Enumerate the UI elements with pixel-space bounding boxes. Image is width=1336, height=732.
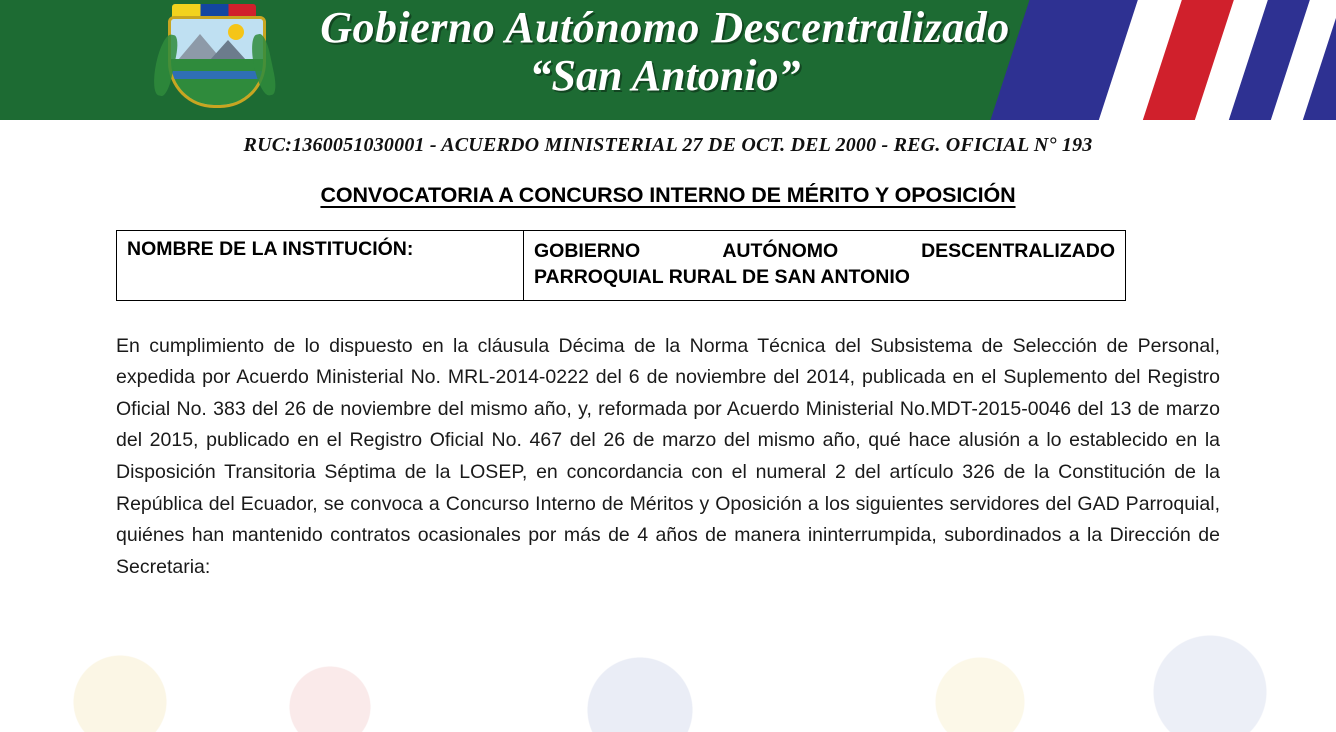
ruc-line: RUC:1360051030001 - ACUERDO MINISTERIAL 27 DE OCT. DEL 2000 - REG. OFICIAL N° 193	[243, 134, 1093, 156]
institution-value-line2: PARROQUIAL RURAL DE SAN ANTONIO	[534, 266, 910, 289]
institution-table	[116, 230, 1126, 301]
field-area	[171, 59, 263, 105]
institution-label: NOMBRE DE LA INSTITUCIÓN:	[117, 231, 524, 301]
shield-icon	[168, 16, 266, 108]
letterhead-titles	[280, 3, 1050, 100]
page-title: CONVOCATORIA A CONCURSO INTERNO DE MÉRITO Y OPOSICIÓN	[320, 183, 1016, 207]
letterhead-title-line2: “San Antonio”	[529, 51, 801, 100]
mountain-icon-2	[210, 40, 246, 60]
river-area	[171, 71, 263, 80]
table-row	[117, 231, 1126, 301]
institution-value	[524, 231, 1126, 301]
document-body	[0, 183, 1336, 583]
body-paragraph: En cumplimiento de lo dispuesto en la cláusula Décima de la Norma Técnica del Subsistema de Selección de Personal, expedida por Acuerdo Ministerial No. MRL-2014-0222 del 6 de noviembre del 2014, publicada en el Suplemento del Registro Oficial No. 383 del 26 de noviembre del mismo año, y, reformada por Acuerdo Ministerial No.MDT-2015-0046 del 13 de marzo del 2015, publicado en el Registro Oficial No. 467 del 26 de marzo del mismo año, qué hace alusión a lo establecido en la Disposición Transitoria Séptima de la LOSEP, en concordancia con el numeral 2 del artículo 326 de la Constitución de la República del Ecuador, se convoca a Concurso Interno de Méritos y Oposición a los siguientes servidores del GAD Parroquial, quiénes han mantenido contratos ocasionales por más de 4 años de manera ininterrumpida, subordinados a la Dirección de Secretaria:	[116, 334, 1220, 578]
letterhead-banner	[0, 0, 1336, 120]
coat-of-arms-icon	[158, 4, 270, 114]
letterhead-title-line1: Gobierno Autónomo Descentralizado	[320, 3, 1010, 52]
institution-value-line1: GOBIERNO AUTÓNOMO DESCENTRALIZADO	[534, 240, 1115, 262]
